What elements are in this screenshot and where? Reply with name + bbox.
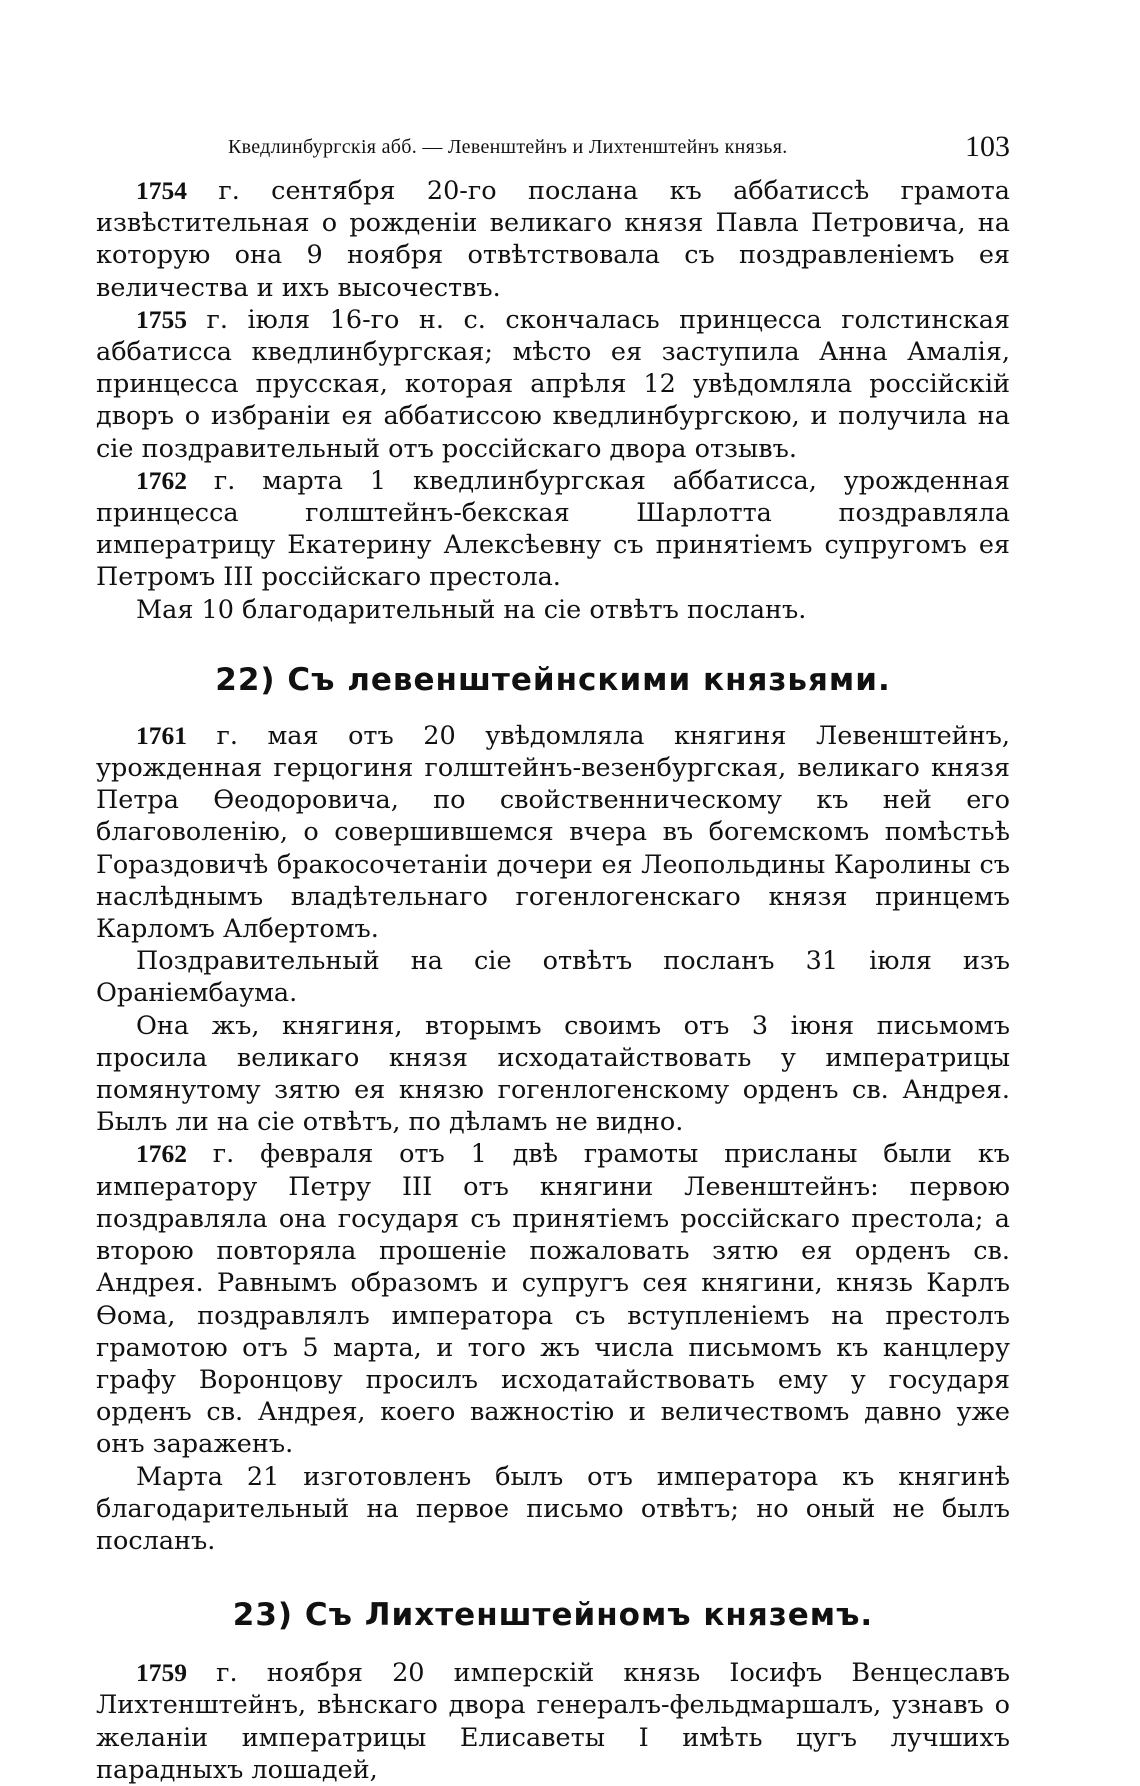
entry-year: 1761 (136, 720, 187, 750)
paragraph-congratulatory-reply (96, 945, 1010, 1009)
running-title: Кведлинбургскія абб. — Левенштейнъ и Лихтенштейнъ князья. (228, 136, 788, 158)
entry-year: 1754 (136, 176, 187, 205)
paragraph-march-21 (96, 1461, 1010, 1558)
paragraph-may-reply (96, 594, 1010, 626)
entry-text: г. мая отъ 20 увѣдомляла княгиня Левенштейнъ, урожденная герцогиня голштейнъ-везенбургская, великаго князя Петра Ѳеодоровича, по свойственническому къ ней его благоволенію, о совершившемся вчера въ богемскомъ помѣстьѣ Гораздовичѣ бракосочетаніи дочери ея Леопольдины Каролины съ наслѣднымъ владѣтельнаго гогенлогенскаго князя принцемъ Карломъ Албертомъ. (96, 720, 1010, 945)
entry-text: г. февраля отъ 1 двѣ грамоты присланы были къ императору Петру III отъ княгини Левенштейнъ: первою поздравляла она государя съ принятіемъ россійскаго престола; а второю повторяла прошеніе пожаловать зятю ея орденъ св. Андрея. Равнымъ образомъ и супругъ сея княгини, князь Карлъ Ѳома, поздравлялъ императора съ вступленіемъ на престолъ грамотою отъ 5 марта, и того жъ числа письмомъ къ канцлеру графу Воронцову просилъ исходатайствовать ему у государя орденъ св. Андрея, коего важностію и величествомъ давно уже онъ зараженъ. (96, 1139, 1010, 1460)
entry-text: г. іюля 16-го н. с. скончалась принцесса голстинская аббатисса кведлинбургская; мѣсто ея заступила Анна Амалія, принцесса прусская, которая апрѣля 12 увѣдомляла россійскій дворъ о избраніи ея аббатиссою кведлинбургскою, и получила на сіе поздравительный отъ россійскаго двора отзывъ. (96, 304, 1010, 464)
entry-year: 1755 (136, 304, 187, 334)
entry-text: г. сентября 20-го послана къ аббатиссѣ грамота извѣстительная о рожденіи великаго князя Павла Петровича, на которую она 9 ноября отвѣтствовала съ поздравленіемъ ея величества и ихъ высочествъ. (96, 176, 1010, 303)
paragraph-1759 (96, 1657, 1010, 1786)
paragraph-1762-march (96, 465, 1010, 594)
page-number: 103 (965, 130, 1010, 163)
paragraph-1755 (96, 304, 1010, 465)
entry-year: 1762 (136, 465, 187, 495)
entry-text: Поздравительный на сіе отвѣтъ посланъ 31 іюля изъ Ораніембаума. (96, 946, 1010, 1009)
entry-text: Она жъ, княгиня, вторымъ своимъ отъ 3 іюня письмомъ просила великаго князя исходатайствовать у императрицы помянутому зятю ея князю гогенлогенскому орденъ св. Андрея. Былъ ли на сіе отвѣтъ, по дѣламъ не видно. (96, 1010, 1010, 1138)
paragraph-1762-february (96, 1138, 1010, 1460)
entry-year: 1759 (136, 1658, 187, 1688)
entry-text: г. ноября 20 имперскій князь Іосифъ Венцеславъ Лихтенштейнъ, вѣнскаго двора генералъ-фельдмаршалъ, узнавъ о желаніи императрицы Елисаветы I имѣть цугъ лучшихъ парадныхъ лошадей, (96, 1658, 1010, 1785)
section-heading-23: 23) Съ Лихтенштейномъ княземъ. (232, 1597, 874, 1634)
paragraph-1761 (96, 720, 1010, 945)
section-heading-22: 22) Съ левенштейнскими князьями. (215, 661, 891, 698)
entry-year: 1762 (136, 1139, 187, 1169)
paragraph-princess-request (96, 1010, 1010, 1139)
entry-text: Марта 21 изготовленъ былъ отъ императора къ княгинѣ благодарительный на первое письмо отвѣтъ; но оный не былъ посланъ. (96, 1461, 1010, 1556)
paragraph-1754 (96, 175, 1010, 304)
book-page (96, 130, 1010, 1786)
running-header (96, 130, 1010, 170)
entry-text: г. марта 1 кведлинбургская аббатисса, урожденная принцесса голштейнъ-бекская Шарлотта поздравляла императрицу Екатерину Алексѣевну съ принятіемъ супругомъ ея Петромъ III россійскаго престола. (96, 465, 1010, 593)
entry-text: Мая 10 благодарительный на сіе отвѣтъ посланъ. (136, 594, 807, 625)
